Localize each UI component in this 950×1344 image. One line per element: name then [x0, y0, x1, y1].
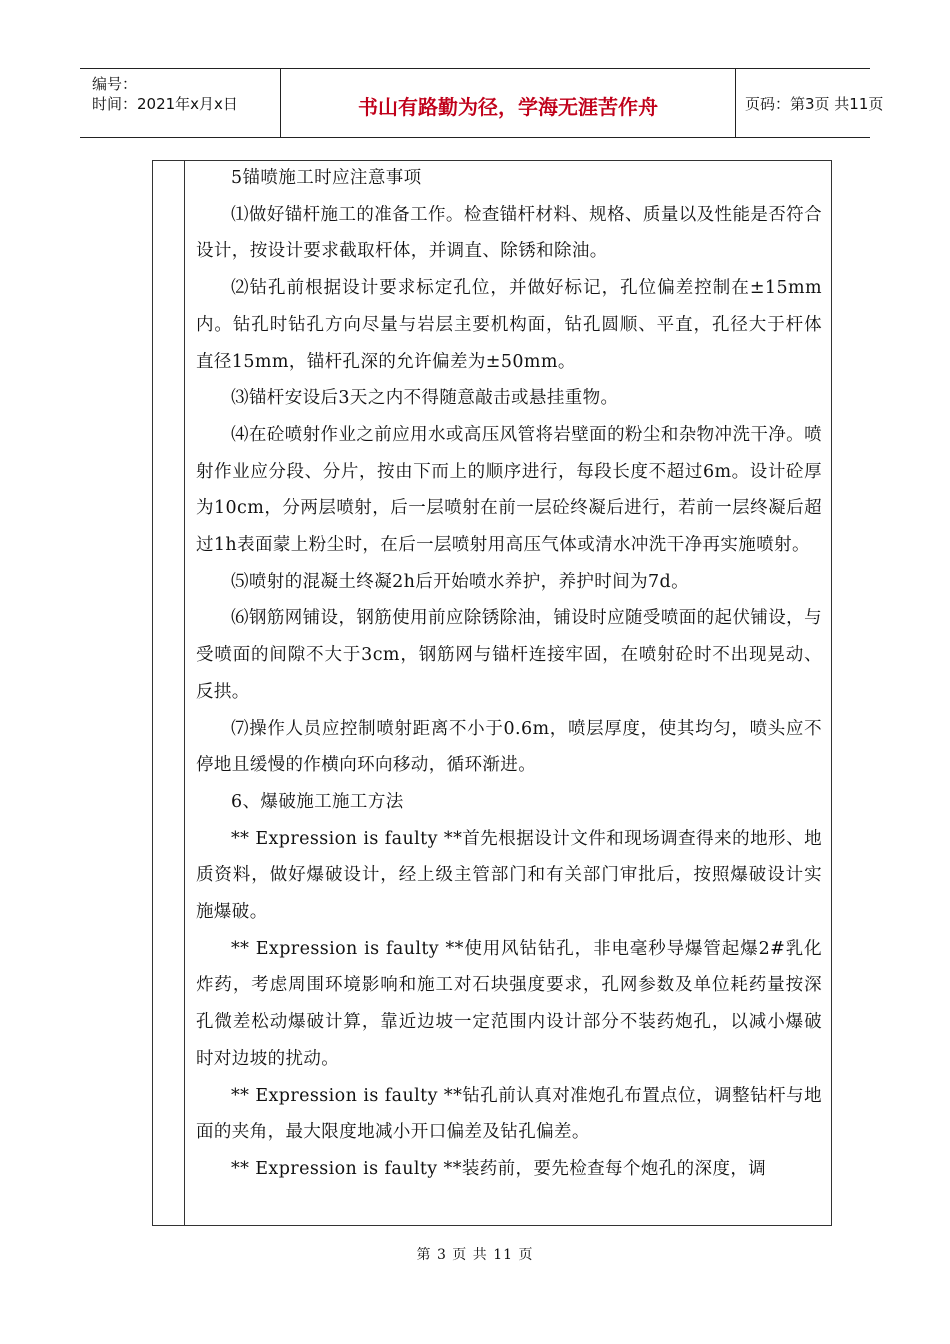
body-paragraph: ⑵钻孔前根据设计要求标定孔位，并做好标记，孔位偏差控制在±15mm内。钻孔时钻孔方向尽量与岩层主要机构面，钻孔圆顺、平直，孔径大于杆体直径15mm，锚杆孔深的允许偏差为±50mm。 — [196, 278, 822, 372]
header-info-cell — [80, 69, 280, 137]
section-heading: 6、爆破施工施工方法 — [231, 791, 404, 812]
body-paragraph: ** Expression is faulty **钻孔前认真对准炮孔布置点位，调整钻杆与地面的夹角，最大限度地减小开口偏差及钻孔偏差。 — [196, 1085, 822, 1143]
document-date-label: 时间：2021年x月x日 — [92, 95, 238, 113]
section-heading: 5锚喷施工时应注意事项 — [231, 168, 422, 188]
body-paragraph: ⑸喷射的混凝土终凝2h后开始喷水养护，养护时间为7d。 — [231, 571, 690, 592]
body-paragraph: ** Expression is faulty **装药前，要先检查每个炮孔的深度，调 — [231, 1158, 767, 1179]
body-paragraph: ⑶锚杆安设后3天之内不得随意敲击或悬挂重物。 — [231, 388, 619, 409]
page-header — [80, 68, 884, 138]
body-paragraph: ** Expression is faulty **使用风钻钻孔，非电毫秒导爆管起爆2#乳化炸药，考虑周围环境影响和施工对石块强度要求，孔网参数及单位耗药量按深孔微差松动爆破计算，靠近边坡一定范围内设计部分不装药炮孔，以减小爆破时对边坡的扰动。 — [196, 938, 822, 1069]
body-paragraph: ** Expression is faulty **首先根据设计文件和现场调查得来的地形、地质资料，做好爆破设计，经上级主管部门和有关部门审批后，按照爆破设计实施爆破。 — [196, 828, 822, 923]
body-paragraph: ⑷在砼喷射作业之前应用水或高压风管将岩壁面的粉尘和杂物冲洗干净。喷射作业应分段、分片，按由下而上的顺序进行，每段长度不超过6m。设计砼厚为10cm，分两层喷射，后一层喷射在前一层砼终凝后进行，若前一层终凝后超过1h表面蒙上粉尘时，在后一层喷射用高压气体或清水冲洗干净再实施喷射。 — [196, 424, 822, 556]
motto-text: 书山有路勤为径，学海无涯苦作舟 — [358, 95, 658, 119]
document-number-label: 编号： — [92, 75, 138, 93]
page-footer: 第 3 页 共 11 页 — [416, 1247, 534, 1263]
header-page-code: 页码：第3页 共11页 — [745, 95, 884, 113]
header-page-cell — [735, 69, 884, 137]
table-column-divider — [184, 160, 185, 1226]
body-paragraph: ⑺操作人员应控制喷射距离不小于0.6m，喷层厚度，使其均匀，喷头应不停地且缓慢的作横向环向移动，循环渐进。 — [196, 718, 822, 776]
body-paragraph: ⑹钢筋网铺设，钢筋使用前应除锈除油，铺设时应随受喷面的起伏铺设，与受喷面的间隙不大于3cm，钢筋网与锚杆连接牢固，在喷射砼时不出现晃动、反拱。 — [196, 608, 822, 702]
header-motto-cell — [280, 69, 736, 137]
body-paragraph: ⑴做好锚杆施工的准备工作。检查锚杆材料、规格、质量以及性能是否符合设计，按设计要求截取杆体，并调直、除锈和除油。 — [196, 204, 822, 262]
body-content — [196, 160, 822, 1188]
